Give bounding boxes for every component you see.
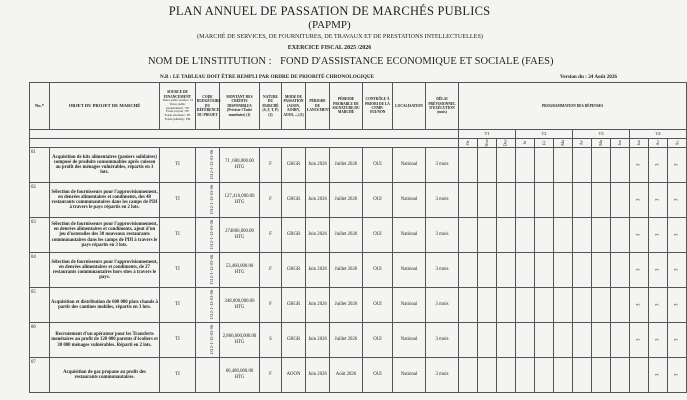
schedule-cell: [592, 288, 611, 323]
schedule-mark: 3: [655, 303, 661, 307]
row-code-text: 1312-1-12-03-06: [209, 254, 215, 285]
row-mode: GRGR: [282, 288, 306, 323]
month-header: [516, 139, 535, 148]
col-source-label: SOURCE DE FINANCEMENT: [163, 90, 192, 99]
month-header: [668, 139, 687, 148]
month-label: Dec: [503, 139, 509, 147]
schedule-cell: [478, 288, 497, 323]
row-montant: 71 ,680,000.00 HTG: [220, 148, 260, 183]
row-source: TI: [160, 253, 196, 288]
row-code-text: 1312-1-12-03-06: [209, 184, 215, 215]
schedule-cell: [516, 183, 535, 218]
schedule-cell: [611, 218, 630, 253]
schedule-cell: [516, 253, 535, 288]
schedule-mark: 3: [636, 303, 642, 307]
row-source: TI: [160, 358, 196, 393]
col-signature: PÉRIODE PROBABLE DE SIGNATURE DU MARCHÉ: [330, 83, 363, 130]
schedule-mark: 3: [674, 268, 680, 272]
row-objet: Acquisition de gaz propane au profit des restaurants communautaires.: [50, 358, 160, 393]
month-label: Ja: [522, 141, 528, 145]
row-nature: F: [260, 288, 282, 323]
schedule-cell: [668, 358, 687, 393]
row-signature: Août 2026: [330, 358, 363, 393]
col-objet: OBJET DU PROJET DE MARCHÉ: [50, 83, 160, 130]
table-row: [30, 253, 687, 288]
col-controle: CONTRÔLE À PRIORI DE LA CNMP: OUI/NON: [363, 83, 393, 130]
schedule-cell: [535, 183, 554, 218]
row-number: 02: [30, 183, 50, 218]
row-code: [196, 358, 220, 393]
document-description: (MARCHÉ DE SERVICES, DE FOURNITURES, DE TRAVAUX ET DE PRESTATIONS INTELLECTUELLES): [197, 33, 483, 40]
month-label: Ao: [655, 140, 661, 146]
schedule-cell: [459, 253, 478, 288]
month-label: Ma: [560, 140, 566, 146]
schedule-cell: [478, 323, 497, 358]
row-nature: F: [260, 148, 282, 183]
row-controle: OUI: [363, 288, 393, 323]
table-row: [30, 323, 687, 358]
schedule-cell: [611, 358, 630, 393]
schedule-mark: 3: [655, 233, 661, 237]
row-mode: GRGR: [282, 323, 306, 358]
schedule-cell: [573, 253, 592, 288]
row-signature: Juillet 2026: [330, 323, 363, 358]
schedule-mark: 3: [636, 338, 642, 342]
row-mode: GRGR: [282, 253, 306, 288]
month-header: [478, 139, 497, 148]
row-objet: Sélection de fournisseurs pour l'approvisionnement, en denrées alimentaires et condiments, ajout d'un jeu d'ustensiles des 30 nouveaux restaurants communautaires dans les camps de PDI à travers le pays répartis en 3 lots.: [50, 218, 160, 253]
row-number: 04: [30, 253, 50, 288]
row-signature: Juillet 2026: [330, 148, 363, 183]
row-lancement: Juin 2026: [306, 288, 330, 323]
schedule-cell: [649, 183, 668, 218]
row-localisation: National: [393, 148, 426, 183]
schedule-mark: 3: [674, 373, 680, 377]
month-header: [535, 139, 554, 148]
row-code: [196, 148, 220, 183]
row-code-text: 1312-1-12-03-06: [209, 149, 215, 180]
month-header: [554, 139, 573, 148]
col-lancement: PÉRIODE DE LANCEMENT: [306, 83, 330, 130]
row-lancement: Juin 2026: [306, 323, 330, 358]
quarter-header: T3: [573, 130, 630, 139]
schedule-cell: [516, 323, 535, 358]
schedule-cell: [459, 288, 478, 323]
table-row: [30, 288, 687, 323]
row-delai: 3 mois: [426, 288, 459, 323]
quarter-header: T2: [516, 130, 573, 139]
row-delai: 3 mois: [426, 148, 459, 183]
schedule-cell: [497, 358, 516, 393]
col-nature: NATURE DU MARCHÉ (S, F, T, P) (2): [260, 83, 282, 130]
document-subtitle: (PAPMP): [308, 19, 351, 31]
table-row: [30, 183, 687, 218]
schedule-mark: 3: [674, 338, 680, 342]
row-delai: 3 mois: [426, 218, 459, 253]
row-controle: OUI: [363, 148, 393, 183]
schedule-cell: [611, 148, 630, 183]
month-header: [630, 139, 649, 148]
row-delai: 3 mois: [426, 253, 459, 288]
schedule-cell: [668, 218, 687, 253]
schedule-cell: [554, 183, 573, 218]
row-signature: Juillet 2026: [330, 218, 363, 253]
schedule-cell: [649, 148, 668, 183]
schedule-mark: 3: [655, 338, 661, 342]
row-number: 06: [30, 323, 50, 358]
row-source: TI: [160, 218, 196, 253]
col-programmation: PROGRAMMATION DES DÉPENSES: [459, 83, 687, 130]
schedule-cell: [497, 218, 516, 253]
col-localisation: LOCALISATION: [393, 83, 426, 130]
schedule-cell: [478, 148, 497, 183]
schedule-cell: [554, 253, 573, 288]
schedule-cell: [459, 358, 478, 393]
schedule-cell: [459, 323, 478, 358]
schedule-cell: [478, 218, 497, 253]
schedule-cell: [535, 218, 554, 253]
schedule-cell: [668, 183, 687, 218]
month-header: [573, 139, 592, 148]
schedule-cell: [554, 218, 573, 253]
schedule-cell: [573, 148, 592, 183]
row-signature: Juillet 2026: [330, 253, 363, 288]
schedule-cell: [554, 148, 573, 183]
row-montant: 2,866,000,000.00 HTG: [220, 323, 260, 358]
schedule-cell: [592, 358, 611, 393]
schedule-cell: [649, 323, 668, 358]
row-controle: OUI: [363, 183, 393, 218]
col-mode: MODE DE PASSATION (AOON, AOIRN, AOOI, ...) (3): [282, 83, 306, 130]
schedule-cell: [459, 218, 478, 253]
schedule-cell: [459, 148, 478, 183]
month-header: [592, 139, 611, 148]
row-number: 01: [30, 148, 50, 183]
schedule-cell: [497, 183, 516, 218]
institution-label: NOM DE L'INSTITUTION :: [148, 56, 272, 67]
fiscal-year: EXERCICE FISCAL 2025 /2026: [287, 45, 372, 51]
row-objet: Sélection de fournisseurs pour l'approvisionnement, en denrées alimentaires et condiments, des 48 restaurants communautaires dans les camps de PDI à travers le pays répartis en 2 lots.: [50, 183, 160, 218]
row-controle: OUI: [363, 358, 393, 393]
col-source-detail: Trésor public normal : TI Trésor public (endettement) : TE Fonds propres : FP Fonds extérieurs : FE Fonds (edbeim) : FM: [162, 98, 193, 121]
table-row: [30, 358, 687, 393]
schedule-cell: [630, 148, 649, 183]
row-code: [196, 183, 220, 218]
row-localisation: National: [393, 183, 426, 218]
row-lancement: Juin 2026: [306, 183, 330, 218]
row-montant: 127,416,000.00 HTG: [220, 183, 260, 218]
schedule-cell: [497, 288, 516, 323]
row-objet: Recrutement d'un opérateur pour les Transferts monétaires au profit de 120 000 parents d'écoliers et 30 000 ménages vulnérables. Réparti en 2 lots.: [50, 323, 160, 358]
schedule-cell: [535, 148, 554, 183]
schedule-cell: [573, 183, 592, 218]
schedule-cell: [630, 358, 649, 393]
table-row: [30, 148, 687, 183]
schedule-mark: 3: [674, 198, 680, 202]
schedule-cell: [516, 288, 535, 323]
schedule-cell: [649, 288, 668, 323]
row-controle: OUI: [363, 218, 393, 253]
schedule-cell: [668, 288, 687, 323]
schedule-mark: 3: [636, 233, 642, 237]
schedule-mark: 3: [655, 373, 661, 377]
row-nature: S: [260, 323, 282, 358]
row-montant: 348,000,000.00 HTG: [220, 288, 260, 323]
row-number: 05: [30, 288, 50, 323]
institution-name: FOND D'ASSISTANCE ECONOMIQUE ET SOCIALE (FAES): [280, 56, 554, 67]
row-code-text: 1312-1-12-03-06: [209, 324, 215, 355]
row-number: 07: [30, 358, 50, 393]
schedule-cell: [630, 323, 649, 358]
row-number: 03: [30, 218, 50, 253]
schedule-cell: [573, 218, 592, 253]
quarter-header: T1: [459, 130, 516, 139]
row-delai: 3 mois: [426, 183, 459, 218]
schedule-cell: [516, 218, 535, 253]
schedule-cell: [497, 148, 516, 183]
row-nature: F: [260, 253, 282, 288]
month-label: Jui: [617, 140, 623, 146]
month-label: Av: [579, 140, 585, 146]
row-code: [196, 218, 220, 253]
row-montant: 53,460,000.00 HTG: [220, 253, 260, 288]
schedule-cell: [592, 148, 611, 183]
schedule-cell: [668, 148, 687, 183]
month-label: Nov: [484, 139, 490, 147]
schedule-mark: 3: [636, 163, 642, 167]
month-header: [649, 139, 668, 148]
schedule-mark: 3: [674, 233, 680, 237]
schedule-cell: [592, 253, 611, 288]
schedule-mark: 3: [655, 163, 661, 167]
schedule-cell: [478, 358, 497, 393]
row-code: [196, 288, 220, 323]
row-controle: OUI: [363, 323, 393, 358]
schedule-cell: [668, 323, 687, 358]
schedule-cell: [554, 288, 573, 323]
schedule-mark: 3: [674, 303, 680, 307]
col-num: No.*: [30, 83, 50, 130]
schedule-cell: [649, 218, 668, 253]
table-note: N.B : LE TABLEAU DOIT ÊTRE REMPLI PAR ORDRE DE PRIORITÉ CHRONOLOGIQUE: [160, 74, 375, 80]
schedule-cell: [592, 323, 611, 358]
schedule-cell: [573, 288, 592, 323]
row-mode: GRGR: [282, 218, 306, 253]
month-label: Jui: [636, 140, 642, 146]
col-source: [160, 83, 196, 130]
subhead-spacer: [30, 130, 459, 139]
month-label: Se: [674, 140, 680, 146]
schedule-cell: [611, 288, 630, 323]
schedule-cell: [535, 358, 554, 393]
quarter-header: T4: [630, 130, 687, 139]
row-nature: F: [260, 358, 282, 393]
row-lancement: Juin 2026: [306, 253, 330, 288]
subhead-spacer: [30, 139, 459, 148]
row-signature: Juillet 2026: [330, 288, 363, 323]
schedule-cell: [668, 253, 687, 288]
row-localisation: National: [393, 218, 426, 253]
schedule-cell: [516, 148, 535, 183]
row-objet: Sélection de fournisseurs pour l'approvisionnement, en denrées alimentaires et condiments, de 27 restaurants communautaires hors sites à travers le pays.: [50, 253, 160, 288]
institution-line: [148, 56, 554, 67]
schedule-cell: [630, 183, 649, 218]
row-localisation: National: [393, 358, 426, 393]
row-source: TI: [160, 323, 196, 358]
row-montant: 60,480,000.00 HTG: [220, 358, 260, 393]
row-delai: 3 mois: [426, 358, 459, 393]
schedule-cell: [630, 218, 649, 253]
row-objet: Acquisition de kits alimentaires (paniers solidaires) composé de produits consommables après cuisson au profit des ménages vulnérables, répartis en 3 lots.: [50, 148, 160, 183]
month-header: [497, 139, 516, 148]
schedule-cell: [630, 253, 649, 288]
month-label: Fé: [541, 140, 547, 146]
schedule-mark: 3: [655, 268, 661, 272]
schedule-cell: [497, 323, 516, 358]
schedule-mark: 3: [655, 198, 661, 202]
schedule-cell: [649, 253, 668, 288]
row-signature: Juillet 2026: [330, 183, 363, 218]
schedule-cell: [573, 358, 592, 393]
col-montant: MONTANT DES CRÉDITS DISPONIBLES (Préciser l'Unité monétaire) (1): [220, 83, 260, 130]
schedule-cell: [535, 288, 554, 323]
schedule-cell: [611, 253, 630, 288]
col-code: CODE BUDGÉTAIRE DU RÉFÉRENCE DU PROJET: [196, 83, 220, 130]
version-date: Version du : 24 Août 2026: [560, 74, 618, 80]
row-localisation: National: [393, 253, 426, 288]
row-lancement: Juin 2026: [306, 218, 330, 253]
row-lancement: Juin 2026: [306, 358, 330, 393]
schedule-mark: 3: [636, 198, 642, 202]
schedule-cell: [459, 183, 478, 218]
schedule-cell: [535, 323, 554, 358]
schedule-cell: [478, 253, 497, 288]
schedule-cell: [516, 358, 535, 393]
month-label: Oc: [465, 140, 471, 146]
row-mode: GRGR: [282, 148, 306, 183]
row-code: [196, 253, 220, 288]
row-code: [196, 323, 220, 358]
month-label: Ma: [598, 140, 604, 146]
schedule-cell: [592, 183, 611, 218]
row-code-text: 1312-1-12-03-06: [209, 289, 215, 320]
row-nature: F: [260, 183, 282, 218]
schedule-cell: [554, 358, 573, 393]
row-nature: F: [260, 218, 282, 253]
row-source: TI: [160, 183, 196, 218]
schedule-cell: [630, 288, 649, 323]
schedule-cell: [573, 323, 592, 358]
row-lancement: Juin 2026: [306, 148, 330, 183]
row-delai: 3 mois: [426, 323, 459, 358]
schedule-cell: [535, 253, 554, 288]
row-localisation: National: [393, 288, 426, 323]
schedule-cell: [649, 358, 668, 393]
row-code-text: 1312-1-12-03-06: [209, 219, 215, 250]
row-controle: OUI: [363, 253, 393, 288]
schedule-cell: [497, 253, 516, 288]
row-mode: GRGR: [282, 183, 306, 218]
month-header: [459, 139, 478, 148]
document-title: PLAN ANNUEL DE PASSATION DE MARCHÉS PUBLICS: [168, 4, 491, 18]
schedule-mark: 3: [636, 268, 642, 272]
schedule-mark: 3: [674, 163, 680, 167]
row-montant: 274860,000.00 HTG: [220, 218, 260, 253]
schedule-cell: [554, 323, 573, 358]
schedule-cell: [478, 183, 497, 218]
row-localisation: National: [393, 323, 426, 358]
row-source: TI: [160, 148, 196, 183]
schedule-cell: [611, 323, 630, 358]
col-delai: DÉLAI PRÉVISIONNEL D'EXÉCUTION (mois): [426, 83, 459, 130]
row-mode: AOON: [282, 358, 306, 393]
row-objet: Acquisition et distribution de 600 000 plats chauds à partir des cantines mobiles, répartis en 3 lots.: [50, 288, 160, 323]
schedule-cell: [592, 218, 611, 253]
schedule-cell: [611, 183, 630, 218]
procurement-table: [29, 82, 687, 393]
month-header: [611, 139, 630, 148]
row-source: TI: [160, 288, 196, 323]
table-row: [30, 218, 687, 253]
